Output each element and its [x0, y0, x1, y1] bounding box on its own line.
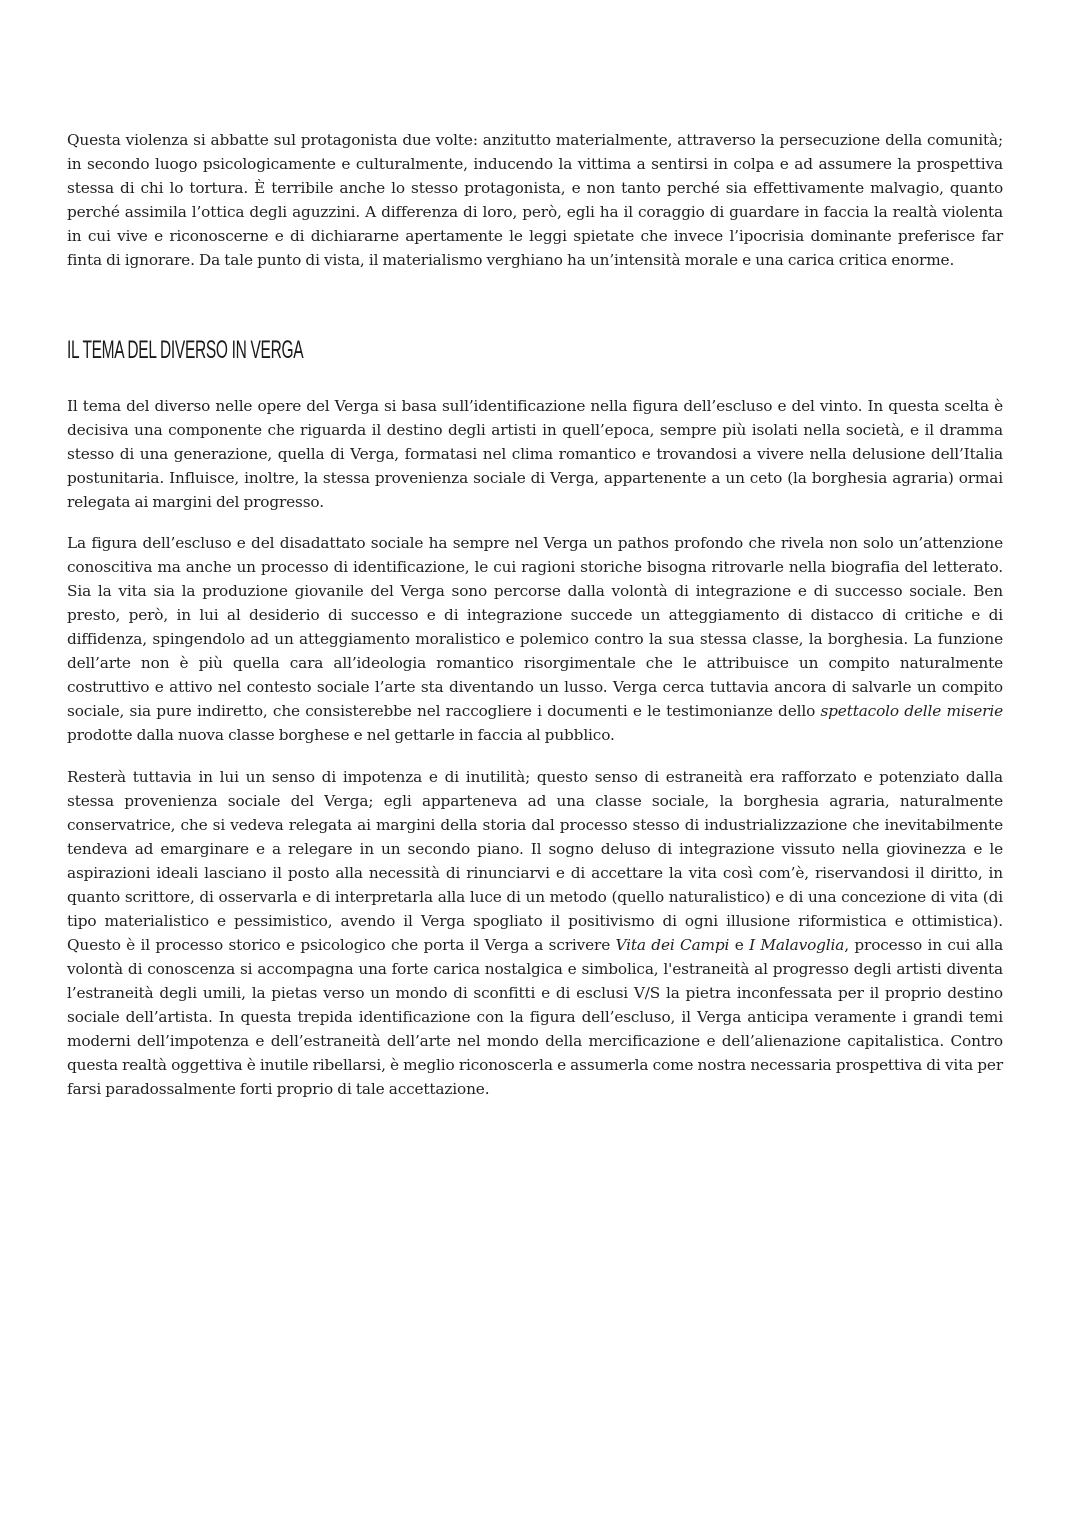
paragraph-impotence-conjunction: e	[734, 936, 744, 954]
section-heading: IL TEMA DEL DIVERSO IN VERGA	[67, 336, 304, 364]
paragraph-impotence	[67, 765, 1003, 1101]
paragraph-impotence-text-1: Resterà tuttavia in lui un senso di impotenza e di inutilità; questo senso di estraneità era rafforzato e potenziato dalla stessa provenienza sociale del Verga; egli apparteneva ad una classe sociale, la borghesia agraria, naturalmente conservatrice, che si vedeva relegata ai margini della storia dal processo stesso di industrializzazione che inevitabilmente tendeva ad emarginare e a relegare in un secondo piano. Il sogno deluso di integrazione vissuto nella giovinezza e le aspirazioni ideali lasciano il posto alla necessità di rinunciarvi e di accettare la vita così com’è, riservandosi il diritto, in quanto scrittore, di osservarla e di interpretarla alla luce di un metodo (quello naturalistico) e di una concezione di vita (di tipo materialistico e pessimistico, avendo il Verga spogliato il positivismo di ogni illusione riformistica e ottimistica). Questo è il processo storico e psicologico che porta il Verga a scrivere	[67, 768, 1003, 954]
paragraph-theme-intro	[67, 394, 1003, 514]
paragraph-theme-intro-text: Il tema del diverso nelle opere del Verga si basa sull’identificazione nella figura dell’escluso e del vinto. In questa scelta è decisiva una componente che riguarda il destino degli artisti in quell’epoca, sempre più isolati nella società, e il dramma stesso di una generazione, quella di Verga, formatasi nel clima romantico e trovandosi a vivere nella delusione dell’Italia postunitaria. Influisce, inoltre, la stessa provenienza sociale di Verga, appartenente a un ceto (la borghesia agraria) ormai relegata ai margini del progresso.	[67, 397, 1003, 511]
paragraph-violence-text: Questa violenza si abbatte sul protagonista due volte: anzitutto materialmente, attraverso la persecuzione della comunità; in secondo luogo psicologicamente e culturalmente, inducendo la vittima a sentirsi in colpa e ad assumere la prospettiva stessa di chi lo tortura. È terribile anche lo stesso protagonista, e non tanto perché sia effettivamente malvagio, quanto perché assimila l’ottica degli aguzzini. A differenza di loro, però, egli ha il coraggio di guardare in faccia la realtà violenta in cui vive e riconoscerne e di dichiararne apertamente le leggi spietate che invece l’ipocrisia dominante preferisce far finta di ignorare. Da tale punto di vista, il materialismo verghiano ha un’intensità morale e una carica critica enorme.	[67, 131, 1003, 269]
paragraph-impotence-text-2: , processo in cui alla volontà di conoscenza si accompagna una forte carica nostalgica e simbolica, l'estraneità al progresso degli artisti diventa l’estraneità degli umili, la pietas verso un mondo di sconfitti e di esclusi V/S la pietra inconfessata per il proprio destino sociale dell’artista. In questa trepida identificazione con la figura dell’escluso, il Verga anticipa veramente i grandi temi moderni dell’impotenza e dell’estraneità dell’arte nel mondo della mercificazione e dell’alienazione capitalistica. Contro questa realtà oggettiva è inutile ribellarsi, è meglio riconoscerla e assumerla come nostra necessaria prospettiva di vita per farsi paradossalmente forti proprio di tale accettazione.	[67, 936, 1004, 1098]
italic-title-malavoglia: I Malavoglia	[749, 936, 845, 954]
italic-phrase-spettacolo: spettacolo delle miserie	[820, 702, 1003, 720]
italic-title-vita-dei-campi: Vita dei Campi	[615, 936, 730, 954]
paragraph-excluded-figure	[67, 531, 1003, 747]
paragraph-excluded-figure-text-2: prodotte dalla nuova classe borghese e nel gettarle in faccia al pubblico.	[67, 726, 615, 744]
paragraph-excluded-figure-text-1: La figura dell’escluso e del disadattato sociale ha sempre nel Verga un pathos profondo che rivela non solo un’attenzione conoscitiva ma anche un processo di identificazione, le cui ragioni storiche bisogna ritrovarle nella biografia del letterato. Sia la vita sia la produzione giovanile del Verga sono percorse dalla volontà di integrazione e di successo sociale. Ben presto, però, in lui al desiderio di successo e di integrazione succede un atteggiamento di distacco di critiche e di diffidenza, spingendolo ad un atteggiamento moralistico e polemico contro la sua stessa classe, la borghesia. La funzione dell’arte non è più quella cara all’ideologia romantico risorgimentale che le attribuisce un compito naturalmente costruttivo e attivo nel contesto sociale l’arte sta diventando un lusso. Verga cerca tuttavia ancora di salvarle un compito sociale, sia pure indiretto, che consisterebbe nel raccogliere i documenti e le testimonianze dello	[67, 534, 1003, 720]
paragraph-violence	[67, 128, 1003, 272]
